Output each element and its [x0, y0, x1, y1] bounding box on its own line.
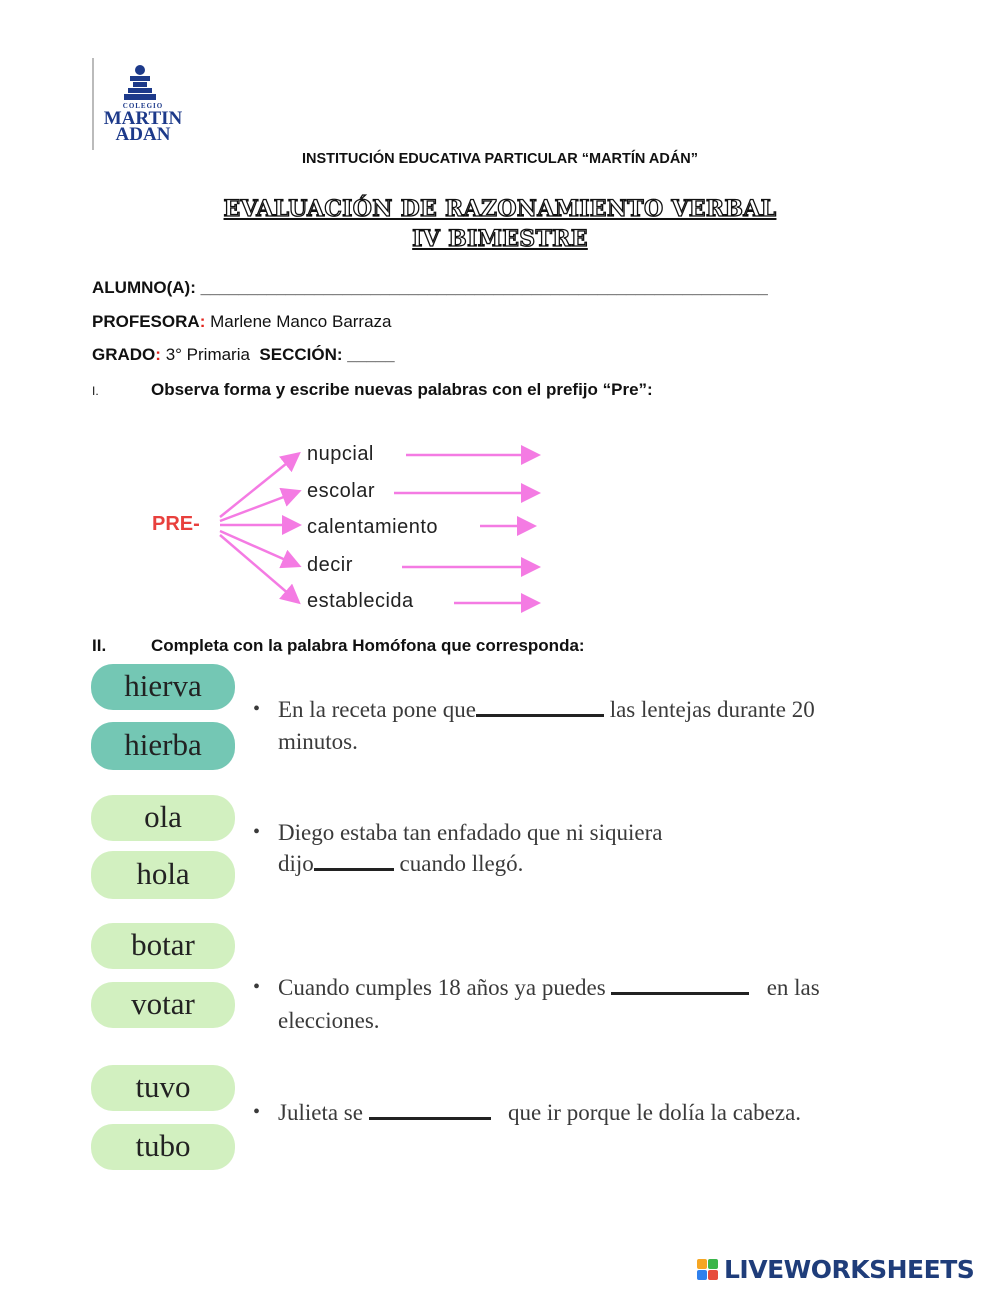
sentence-4-start: Julieta se: [278, 1100, 363, 1125]
sentence-2-start: dijo: [278, 851, 314, 876]
word-4: decir: [307, 554, 353, 576]
sentence-3-line2: elecciones.: [278, 1008, 380, 1033]
sentence-1-end: las lentejas durante 20: [609, 697, 815, 722]
word-2: escolar: [307, 480, 375, 502]
sentence-3-start: Cuando cumples 18 años ya puedes: [278, 975, 606, 1000]
liveworksheets-logo-icon: [697, 1259, 719, 1281]
logo-divider: [92, 58, 94, 150]
bullet-icon: •: [253, 1101, 261, 1123]
option-votar: votar: [91, 982, 235, 1028]
option-ola: ola: [91, 795, 235, 841]
prefix-label: PRE-: [152, 513, 200, 535]
sentence-4-end: que ir porque le dolía la cabeza.: [507, 1100, 802, 1125]
option-tuvo: tuvo: [91, 1065, 235, 1111]
word-5: establecida: [307, 590, 414, 612]
section1-instruction: Observa forma y escribe nuevas palabras con el prefijo “Pre”:: [151, 380, 653, 399]
sentence-1-start: En la receta pone que: [278, 697, 476, 722]
grade-field: [92, 345, 395, 365]
word-3: calentamiento: [307, 516, 439, 538]
bullet-icon: •: [253, 698, 261, 720]
bullet-icon: •: [253, 976, 261, 998]
option-botar: botar: [91, 923, 235, 969]
liveworksheets-wordmark: LIVEWORKSHEETS: [724, 1255, 975, 1284]
exam-title: EVALUACIÓN DE RAZONAMIENTO VERBAL: [223, 196, 777, 222]
teacher-field: [92, 312, 392, 332]
teacher-name: Marlene Manco Barraza: [210, 312, 392, 331]
logo-colegio-text: COLEGIO: [122, 102, 164, 110]
answer-blank-1[interactable]: [476, 695, 604, 717]
sentence-3-end: en las: [766, 975, 820, 1000]
grade-colon: :: [155, 345, 161, 364]
branch-arrow-5: [220, 535, 297, 601]
school-emblem-icon: [120, 64, 160, 104]
exam-subtitle: IV BIMESTRE: [412, 226, 588, 252]
section-field[interactable]: SECCIÓN: _____: [259, 345, 395, 364]
option-hierva: hierva: [91, 664, 235, 710]
answer-blank-4[interactable]: [369, 1098, 491, 1120]
option-hierba: hierba: [91, 722, 235, 770]
option-tubo: tubo: [91, 1124, 235, 1170]
school-logo: [92, 58, 192, 150]
logo-name-line1: MARTIN: [103, 108, 183, 129]
teacher-colon: :: [199, 312, 206, 331]
sentence-1-line2: minutos.: [278, 729, 358, 754]
grade-value: 3° Primaria: [165, 345, 250, 364]
answer-blank-2[interactable]: [314, 849, 394, 871]
section2-number: II.: [92, 636, 107, 655]
sentence-2-end: cuando llegó.: [399, 851, 524, 876]
prefix-diagram: [140, 425, 560, 620]
logo-name-line2: ADAN: [115, 124, 171, 145]
student-label: ALUMNO(A):: [92, 278, 196, 297]
option-hola: hola: [91, 851, 235, 899]
institution-name: INSTITUCIÓN EDUCATIVA PARTICULAR “MARTÍN ADÁN”: [301, 151, 699, 167]
section1-number: I.: [92, 384, 99, 398]
section2-instruction: Completa con la palabra Homófona que corresponda:: [151, 636, 585, 655]
bullet-icon: •: [253, 821, 261, 843]
student-field: [92, 278, 768, 298]
branch-arrow-4: [220, 531, 297, 565]
answer-blank-3[interactable]: [611, 973, 749, 995]
word-1: nupcial: [307, 443, 374, 465]
sentence-2-line1: Diego estaba tan enfadado que ni siquiera: [278, 820, 663, 845]
teacher-label: PROFESORA: [92, 312, 200, 331]
grade-label: GRADO: [92, 345, 156, 364]
student-name-blank[interactable]: ____________________________________________________________: [200, 278, 768, 297]
